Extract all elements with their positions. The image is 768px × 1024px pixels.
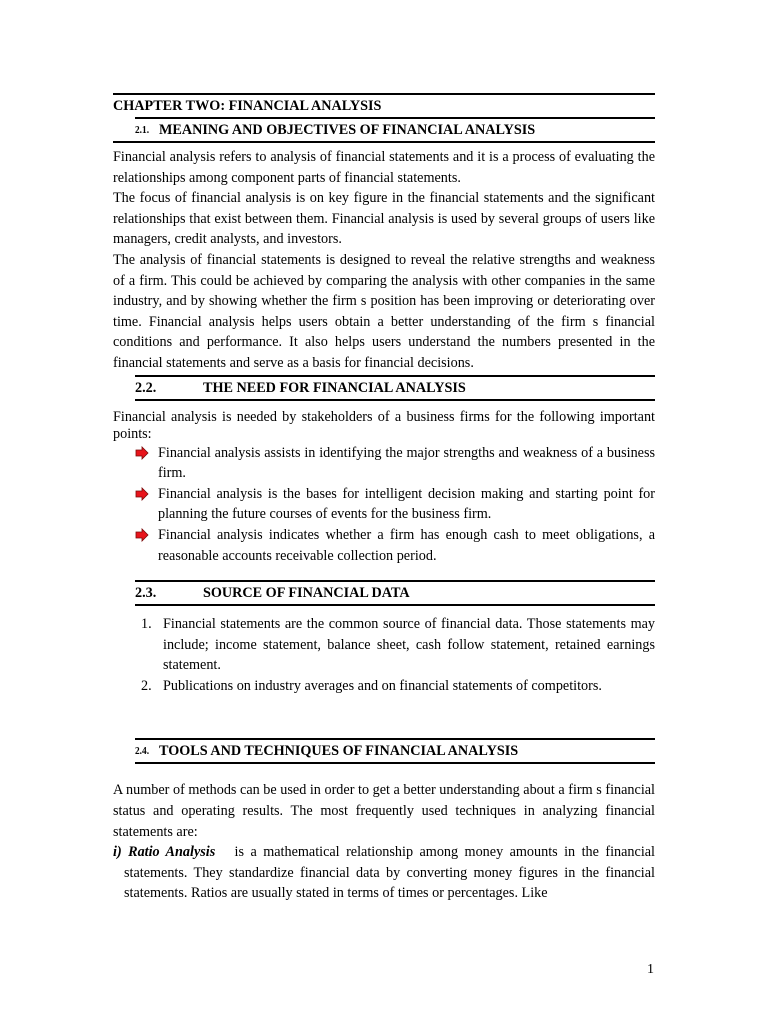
list-item [113, 443, 655, 484]
list-item [113, 676, 655, 697]
section-heading-2-3 [113, 582, 655, 604]
bullet-list [113, 443, 655, 567]
document-page [113, 93, 659, 904]
item-number: 1. [141, 616, 152, 633]
list-item [113, 525, 655, 566]
ratio-analysis-paragraph [113, 842, 659, 904]
bullet-text: Financial analysis indicates whether a firm has enough cash to meet obligations, a reasonable accounts receivable collection period. [158, 526, 655, 564]
paragraph: A number of methods can be used in order to get a better understanding about a firm s financial status and operating results. The most frequently used techniques in analyzing financial statements are: [113, 782, 655, 840]
list-item [113, 614, 655, 676]
section-number: 2.4. [135, 745, 150, 758]
item-number: 2. [141, 677, 152, 694]
paragraph: Financial analysis refers to analysis of financial statements and it is a process of evaluating the relationships among component parts of financial statements. [113, 149, 655, 186]
ratio-analysis-text: is a mathematical relationship among money amounts in the financial statements. They standardize financial data by converting money figures in the financial statements. Ratios are usually stated in terms of times or percentages. Like [124, 844, 659, 902]
section-title: SOURCE OF FINANCIAL DATA [203, 585, 410, 602]
ratio-analysis-label: i) Ratio Analysis [113, 844, 216, 861]
list-item [113, 484, 655, 525]
section-title: THE NEED FOR FINANCIAL ANALYSIS [203, 379, 466, 396]
arrow-bullet-icon [135, 446, 149, 460]
section-number: 2.2. [135, 379, 157, 396]
section-title: MEANING AND OBJECTIVES OF FINANCIAL ANALYSIS [159, 122, 536, 138]
section-heading-2-1 [113, 119, 655, 141]
bullet-text: Financial analysis assists in identifying the major strengths and weakness of a business firm. [158, 444, 655, 482]
bullet-text: Financial analysis is the bases for intelligent decision making and starting point for planning the future courses of events for the business firm. [158, 485, 655, 523]
paragraph: The focus of financial analysis is on key figure in the financial statements and the significant relationships that exist between them. Financial analysis is used by several groups of users like managers, credit analysts, and investors. [113, 190, 655, 248]
arrow-bullet-icon [135, 528, 149, 542]
chapter-title: CHAPTER TWO: FINANCIAL ANALYSIS [113, 98, 382, 114]
paragraph: The analysis of financial statements is designed to reveal the relative strengths and weakness of a firm. This could be achieved by comparing the analysis with other companies in the same industry, and by showing whether the firm s position has been improving or deteriorating over time. Financial analysis helps users obtain a better understanding of the firm s financial conditions and performance. It also helps users understand the numbers presented in the financial statements and serve as a basis for financial decisions. [113, 251, 655, 371]
section-title: TOOLS AND TECHNIQUES OF FINANCIAL ANALYSIS [159, 743, 519, 760]
section-heading-2-2 [113, 377, 655, 399]
section-number: 2.3. [135, 585, 157, 602]
item-text: Publications on industry averages and on financial statements of competitors. [163, 677, 602, 694]
item-text: Financial statements are the common source of financial data. Those statements may include; income statement, balance sheet, cash follow statement, retained earnings statement. [163, 616, 655, 674]
section-number: 2.1. [135, 124, 150, 136]
section-heading-2-4 [113, 740, 655, 762]
arrow-bullet-icon [135, 487, 149, 501]
page-number: 1 [647, 962, 654, 977]
numbered-list [113, 614, 655, 696]
paragraph: Financial analysis is needed by stakeholders of a business firms for the following important points: [113, 408, 655, 442]
